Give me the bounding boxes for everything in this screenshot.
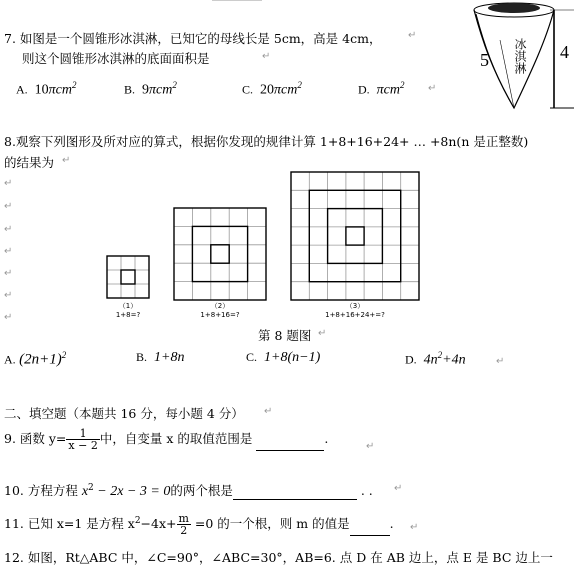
paragraph-mark: ↵ <box>4 201 13 212</box>
grid-figure-1 <box>106 255 150 299</box>
figure-1-caption: （1） 1+8=? <box>115 302 141 319</box>
q8-option-b: B. 1+8n <box>136 350 185 365</box>
paragraph-mark: ↵ <box>408 30 417 41</box>
q7-line2: 则这个圆锥形冰淇淋的底面面积是 <box>22 51 210 66</box>
q8-line1: 8.观察下列图形及所对应的算式，根据你发现的规律计算 1+8+16+24+ … +8n(n 是正整数) <box>4 134 529 149</box>
grid-figure-3 <box>290 171 420 301</box>
cone-height-label: 4 <box>560 42 569 62</box>
q7-option-b: B. 9πcm$^2$ <box>124 80 177 98</box>
paragraph-mark: ↵ <box>410 522 419 533</box>
paragraph-mark: ↵ <box>4 224 13 235</box>
q9: 9. 函数 y= $\frac{1}{x - 2}$ 中，自变量 x 的取值范围是 . <box>4 427 329 452</box>
q8-option-d: D. $4n^2+4n$ <box>405 350 466 368</box>
paragraph-mark: ↵ <box>496 356 505 367</box>
q12: 12. 如图，Rt△ABC 中，∠C=90°，∠ABC=30°，AB=6. 点 D 在 AB 边上，点 E 是 BC 边上一 <box>4 550 553 565</box>
cone-figure <box>462 0 574 115</box>
paragraph-mark: ↵ <box>318 328 327 339</box>
q8-line2: 的结果为 <box>4 155 55 170</box>
figure-8-title: 第 8 题图 <box>258 328 312 343</box>
q7-option-a: A. 10πcm$^2$ <box>16 80 77 98</box>
paragraph-mark: ↵ <box>4 290 13 301</box>
figure-2-caption: （2） 1+8+16=? <box>200 302 240 319</box>
figure-3-caption: （3） 1+8+16+24+=? <box>325 302 385 319</box>
q7-option-d: D. πcm$^2$ <box>358 80 405 98</box>
q10: 10. 方程方程 $x^2 - 2x - 3 = 0$的两个根是 . . <box>4 482 373 499</box>
paragraph-mark: ↵ <box>394 483 403 494</box>
q7-option-c: C. 20πcm$^2$ <box>242 80 302 98</box>
paragraph-mark: ↵ <box>366 441 375 452</box>
q11-answer-blank[interactable] <box>350 535 390 536</box>
q10-answer-blank[interactable] <box>233 499 357 500</box>
q9-answer-blank[interactable] <box>256 450 324 451</box>
paragraph-mark: ↵ <box>62 155 71 166</box>
q8-option-c: C. 1+8(n−1) <box>246 350 321 365</box>
paragraph-mark: ↵ <box>4 178 13 189</box>
section-2-title: 二、填空题（本题共 16 分，每小题 4 分） <box>4 406 244 421</box>
paragraph-mark: ↵ <box>4 268 13 279</box>
paragraph-mark: ↵ <box>262 51 271 62</box>
paragraph-mark: ↵ <box>4 312 13 323</box>
grid-figure-2 <box>173 207 267 301</box>
q11: 11. 已知 x=1 是方程 $x^2-4x+$ $\frac{m}{2}$ =0 的一个根，则 m 的值是 . <box>4 512 394 537</box>
cone-slant-label: 5 <box>480 50 489 70</box>
paragraph-mark: ↵ <box>264 406 273 417</box>
paragraph-mark: ↵ <box>4 246 13 257</box>
cone-text: 冰淇淋 <box>513 38 527 74</box>
q7-line1: 7. 如图是一个圆锥形冰淇淋，已知它的母线长是 5cm，高是 4cm， <box>4 31 382 46</box>
q8-option-a: A. $(2n+1)^2$ <box>4 350 67 368</box>
paragraph-mark: ↵ <box>428 83 437 94</box>
top-line-fragment <box>212 0 262 1</box>
